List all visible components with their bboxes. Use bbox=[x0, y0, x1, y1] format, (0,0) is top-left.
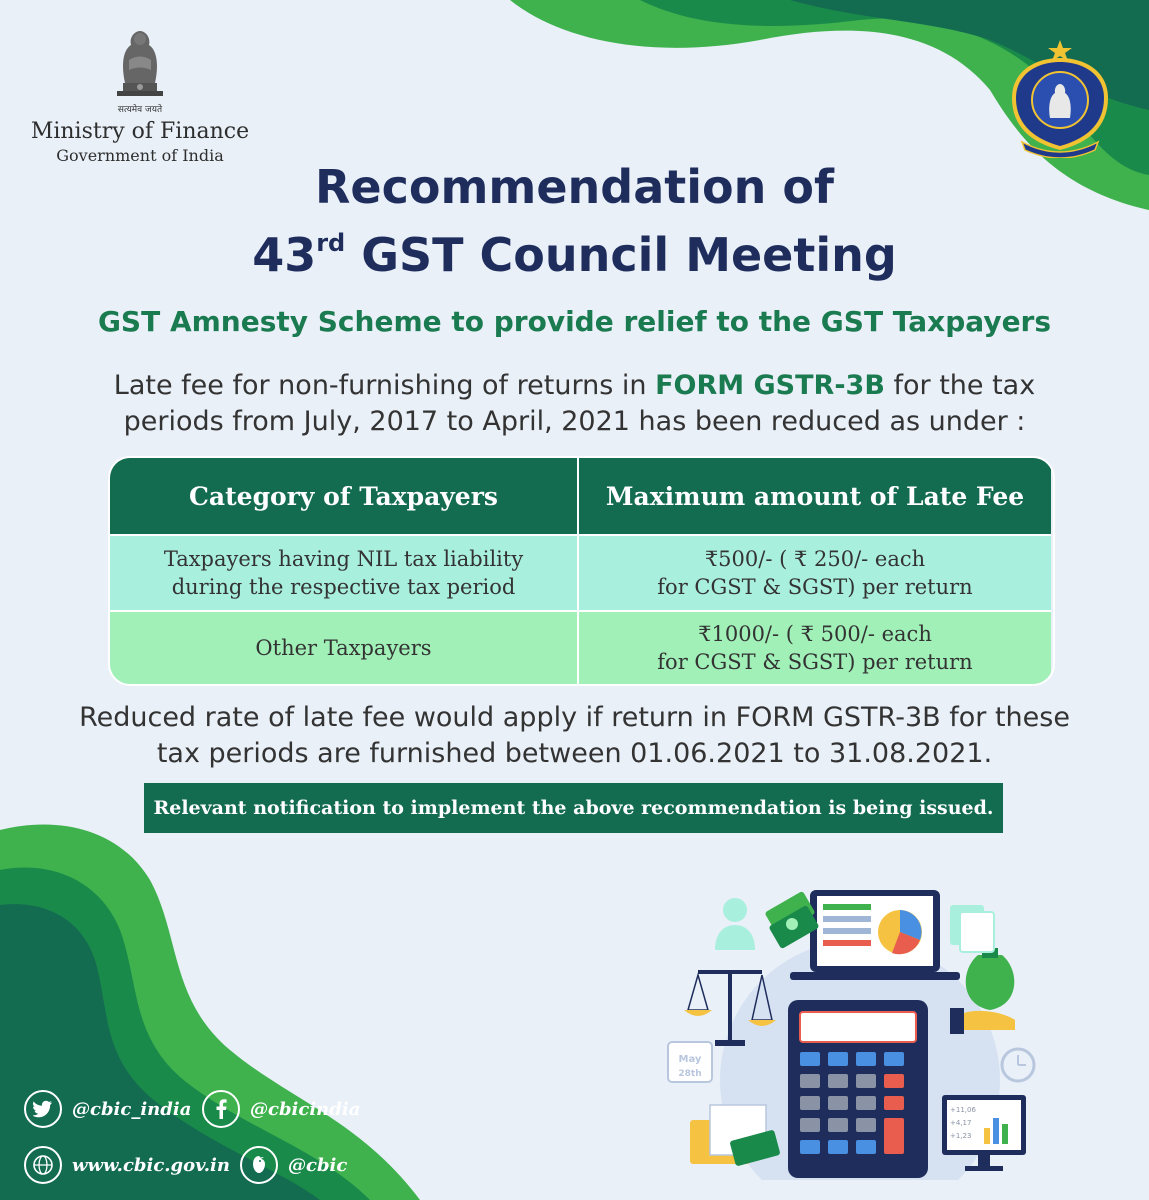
monitor-line1: +11,06 bbox=[950, 1106, 976, 1114]
table-cell-category bbox=[110, 534, 579, 610]
ministry-header bbox=[20, 25, 260, 165]
applicability-paragraph: Reduced rate of late fee would apply if return in FORM GSTR-3B for these tax periods are furnished between 01.06.2021 to 31.08.2021. bbox=[79, 702, 1070, 769]
monitor-line3: +1,23 bbox=[950, 1132, 972, 1140]
koo-handle: @cbic bbox=[288, 1154, 348, 1176]
documents-icon bbox=[950, 905, 994, 952]
category-line2: during the respective tax period bbox=[171, 575, 516, 599]
category-line1: Taxpayers having NIL tax liability bbox=[163, 547, 524, 571]
page-title-line2 bbox=[0, 228, 1149, 282]
table-row bbox=[110, 534, 1053, 610]
calendar-month: May bbox=[678, 1054, 702, 1065]
intro-paragraph bbox=[60, 368, 1089, 440]
late-fee-table bbox=[108, 456, 1055, 686]
table-header-fee: Maximum amount of Late Fee bbox=[579, 458, 1051, 534]
koo-bird-icon bbox=[240, 1146, 278, 1184]
twitter-icon bbox=[24, 1090, 62, 1128]
category-line1: Other Taxpayers bbox=[255, 636, 432, 660]
table-cell-fee bbox=[579, 610, 1051, 684]
fee-line2: for CGST & SGST) per return bbox=[657, 650, 973, 674]
motto-text: सत्यमेव जयते bbox=[117, 105, 163, 115]
social-koo[interactable] bbox=[240, 1146, 347, 1184]
table-header-row bbox=[110, 458, 1053, 534]
meeting-ordinal: rd bbox=[316, 228, 346, 257]
social-website[interactable] bbox=[24, 1146, 230, 1184]
intro-part2: for the tax periods from July, 2017 to April, 2021 has been reduced as under : bbox=[123, 370, 1036, 437]
table-cell-fee bbox=[579, 534, 1051, 610]
table-row bbox=[110, 610, 1053, 684]
table-cell-category bbox=[110, 610, 579, 684]
fee-line2: for CGST & SGST) per return bbox=[657, 575, 973, 599]
laptop-icon bbox=[790, 890, 960, 980]
calculator-icon bbox=[788, 1000, 928, 1178]
globe-icon bbox=[24, 1146, 62, 1184]
website-url: www.cbic.gov.in bbox=[72, 1154, 230, 1176]
fee-line1: ₹500/- ( ₹ 250/- each bbox=[704, 547, 926, 571]
government-name: Government of India bbox=[56, 146, 224, 165]
table-header-category: Category of Taxpayers bbox=[110, 458, 579, 534]
facebook-handle: @cbicindia bbox=[250, 1098, 361, 1120]
facebook-icon bbox=[202, 1090, 240, 1128]
page-title-line1: Recommendation of bbox=[314, 160, 834, 214]
calendar-icon bbox=[668, 1042, 712, 1082]
intro-form: FORM GSTR-3B bbox=[655, 370, 885, 401]
finance-illustration bbox=[660, 880, 1060, 1180]
cbic-logo bbox=[1000, 38, 1120, 158]
national-emblem-icon bbox=[105, 25, 175, 100]
person-icon bbox=[715, 898, 755, 950]
social-facebook[interactable] bbox=[202, 1090, 360, 1128]
alarm-clock-icon bbox=[1002, 1049, 1034, 1081]
title-rest: GST Council Meeting bbox=[345, 228, 897, 282]
social-twitter[interactable] bbox=[24, 1090, 191, 1128]
fee-line1: ₹1000/- ( ₹ 500/- each bbox=[698, 622, 932, 646]
notification-banner: Relevant notification to implement the above recommendation is being issued. bbox=[144, 783, 1003, 833]
ministry-name: Ministry of Finance bbox=[30, 119, 250, 144]
calendar-day: 28th bbox=[678, 1069, 702, 1079]
monitor-line2: +4,17 bbox=[950, 1119, 972, 1127]
page-subtitle: GST Amnesty Scheme to provide relief to the GST Taxpayers bbox=[97, 305, 1052, 338]
twitter-handle: @cbic_india bbox=[72, 1098, 192, 1120]
intro-part1: Late fee for non-furnishing of returns in bbox=[113, 370, 656, 401]
meeting-number: 43 bbox=[252, 228, 317, 282]
